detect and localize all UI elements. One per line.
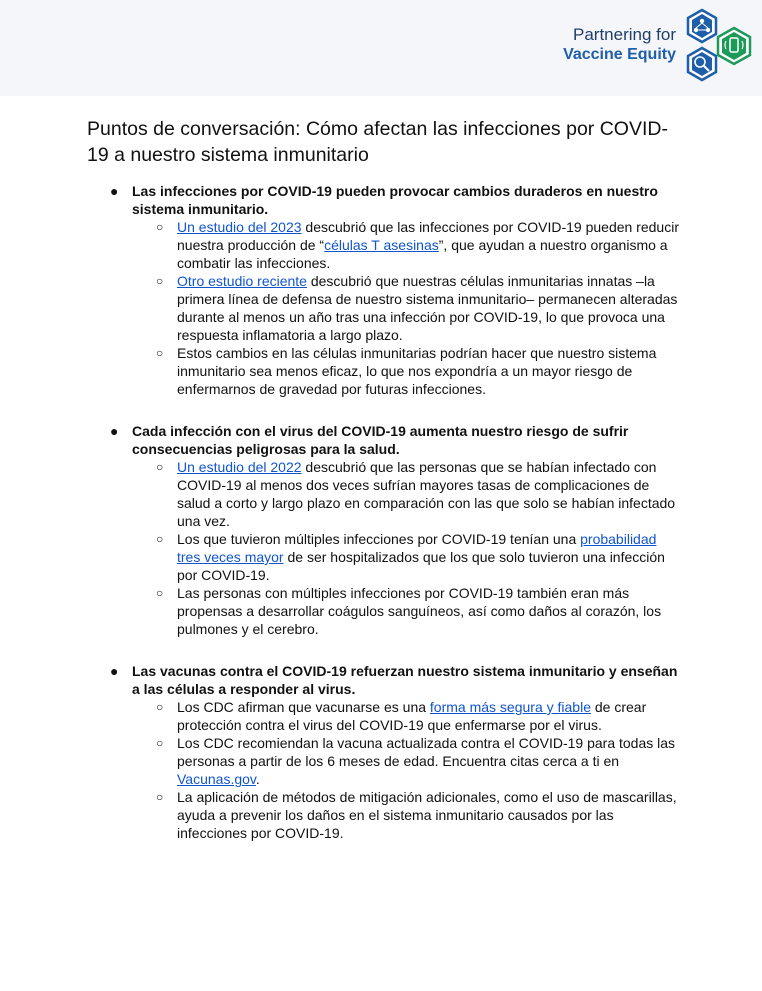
body-text: Los CDC afirman que vacunarse es una [177,699,430,715]
sub-bullet-item [0,218,762,272]
section-heading-text: Cada infección con el virus del COVID-19 aumenta nuestro riesgo de sufrir consecuencias peligrosas para la salud. [132,423,629,457]
talking-points-list [0,182,762,842]
hollow-bullet-icon: ○ [156,346,164,360]
hollow-bullet-icon: ○ [156,736,164,750]
reference-link[interactable]: células T asesinas [324,237,439,253]
body-text: de crear protección contra el virus del COVID-19 que enfermarse por el virus. [177,699,647,733]
sub-bullet-item [0,530,762,584]
section-heading-text: Las vacunas contra el COVID-19 refuerzan nuestro sistema inmunitario y enseñan a las células a responder al virus. [132,663,678,697]
hollow-bullet-icon: ○ [156,460,164,474]
hollow-bullet-icon: ○ [156,586,164,600]
hollow-bullet-icon: ○ [156,220,164,234]
body-text: Estos cambios en las células inmunitarias podrían hacer que nuestro sistema inmunitario sea menos eficaz, lo que nos expondría a un mayor riesgo de enfermarnos de gravedad por futuras infecciones. [177,345,657,397]
reference-link[interactable]: forma más segura y fiable [429,699,591,715]
bullet-icon: ● [110,663,119,679]
reference-link[interactable]: Un estudio del 2023 [177,219,302,235]
reference-link[interactable]: Vacunas.gov [177,771,256,787]
sub-bullet-item [0,272,762,344]
body-text: de ser hospitalizados que los que solo tuvieron una infección por COVID-19. [177,549,665,583]
body-text: Los que tuvieron múltiples infecciones por COVID-19 tenían una [177,531,581,547]
logo-line-2: Vaccine Equity [563,46,676,63]
logo-line-1: Partnering for [573,25,676,44]
hollow-bullet-icon: ○ [156,274,164,288]
sub-bullet-item [0,788,762,842]
page-header [0,0,762,96]
talking-point-section [0,662,762,842]
sub-bullet-item [0,698,762,734]
magnifier-virus-icon [688,48,716,80]
sub-bullet-item [0,344,762,398]
hollow-bullet-icon: ○ [156,700,164,714]
hollow-bullet-icon: ○ [156,790,164,804]
talking-point-section [0,182,762,398]
people-network-icon [688,10,716,42]
body-text: descubrió que las infecciones por COVID-19 pueden reducir nuestra producción de “ [177,219,679,253]
body-text: ”, que ayudan a nuestro organismo a combatir las infecciones. [177,237,668,271]
body-text: Los CDC recomiendan la vacuna actualizada contra el COVID-19 para todas las personas a partir de los 6 meses de edad. Encuentra citas cerca a ti en [177,735,676,769]
phone-signal-icon [718,28,750,64]
body-text: Las personas con múltiples infecciones por COVID-19 también eran más propensas a desarrollar coágulos sanguíneos, así como daños al corazón, los pulmones y el cerebro. [177,585,662,637]
page-title: Puntos de conversación: Cómo afectan las infecciones por COVID-19 a nuestro sistema inmunitario [87,118,668,166]
reference-link[interactable]: Un estudio del 2022 [177,459,302,475]
sub-bullet-item [0,734,762,788]
sub-bullet-item [0,458,762,530]
reference-link[interactable]: probabilidad tres veces mayor [177,531,657,565]
section-heading-text: Las infecciones por COVID-19 pueden provocar cambios duraderos en nuestro sistema inmunitario. [132,183,658,217]
body-text: . [255,771,260,787]
hollow-bullet-icon: ○ [156,532,164,546]
logo-wordmark [563,25,676,65]
bullet-icon: ● [110,423,119,439]
body-text: descubrió que nuestras células inmunitarias innatas –la primera línea de defensa de nuestro sistema inmunitario– permanecen alteradas durante al menos un año tras una infección por COVID-19, lo que provoca una respuesta inflamatoria a largo plazo. [177,273,678,343]
reference-link[interactable]: Otro estudio reciente [177,273,307,289]
section-heading [0,182,762,218]
section-heading [0,422,762,458]
logo-hexagons-icon [678,8,758,84]
bullet-icon: ● [110,183,119,199]
section-heading [0,662,762,698]
body-text: descubrió que las personas que se habían infectado con COVID-19 al menos dos veces sufrían mayores tasas de complicaciones de salud a corto y largo plazo en comparación con las que solo se habían infectado una vez. [177,459,676,529]
body-text: La aplicación de métodos de mitigación adicionales, como el uso de mascarillas, ayuda a prevenir los daños en el sistema inmunitario causados por las infecciones por COVID-19. [177,789,677,841]
talking-point-section [0,422,762,638]
sub-bullet-item [0,584,762,638]
